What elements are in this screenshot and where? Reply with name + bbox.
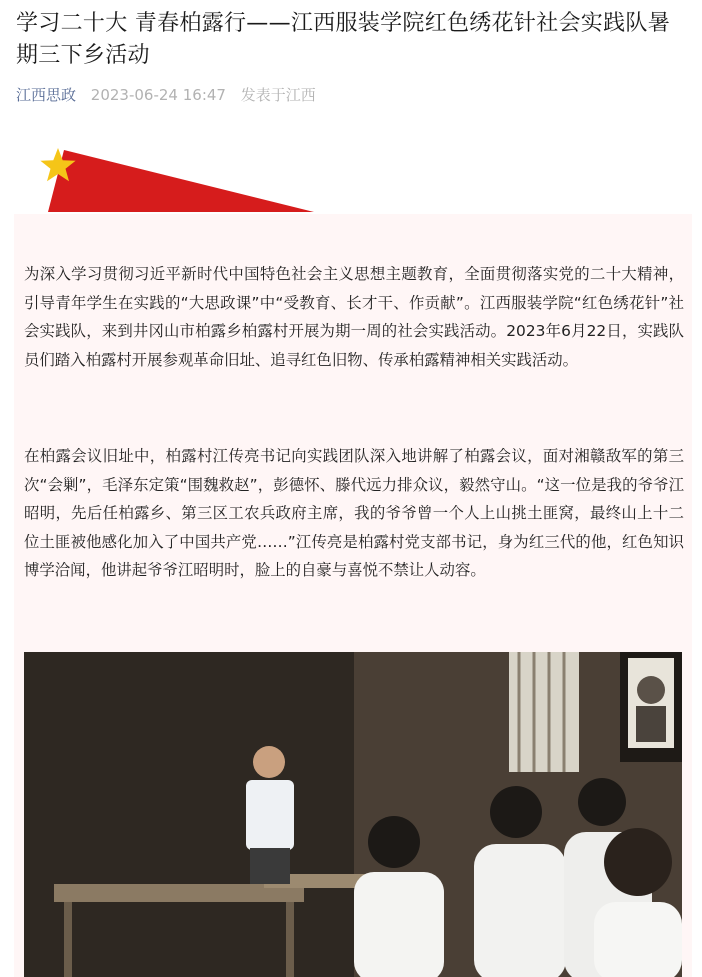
- student-head: [604, 828, 672, 896]
- student-head: [490, 786, 542, 838]
- wood-wall: [24, 652, 354, 977]
- student-head: [578, 778, 626, 826]
- speaker-trousers: [250, 848, 290, 884]
- speaker-head: [253, 746, 285, 778]
- article-title: 学习二十大 青春柏露行——江西服装学院红色绣花针社会实践队暑期三下乡活动: [16, 11, 670, 68]
- author-link[interactable]: 江西思政: [16, 86, 77, 104]
- student-shirt: [474, 844, 566, 977]
- portrait-face: [637, 676, 665, 704]
- photo-illustration: [24, 652, 682, 977]
- student-shirt: [594, 902, 682, 977]
- student-shirt: [354, 872, 444, 977]
- article-meta: [16, 84, 316, 106]
- publish-location: 发表于江西: [240, 86, 316, 104]
- speaker-shirt: [246, 780, 294, 850]
- table-leg: [64, 902, 72, 977]
- red-flag-graphic: [14, 140, 692, 216]
- paragraph-intro: 为深入学习贯彻习近平新时代中国特色社会主义思想主题教育，全面贯彻落实党的二十大精神，引导青年学生在实践的“大思政课”中“受教育、长才干、作贡献”。江西服装学院“红色绣花针”社会实践队，来到井冈山市柏露乡柏露村开展为期一周的社会实践活动。2023年6月22日，实践队员们踏入柏露村开展参观革命旧址、追寻红色旧物、传承柏露精神相关实践活动。: [24, 265, 684, 369]
- flag-ribbon: [48, 150, 314, 212]
- table-leg: [286, 902, 294, 977]
- article-content: [14, 214, 692, 977]
- red-flag-banner: [14, 140, 692, 216]
- article-photo[interactable]: [24, 652, 682, 977]
- paragraph-meeting-site: 在柏露会议旧址中，柏露村江传亮书记向实践团队深入地讲解了柏露会议，面对湘赣敌军的第三次“会剿”，毛泽东定策“围魏救赵”，彭德怀、滕代远力排众议，毅然守山。“这一位是我的爷爷江昭明，先后任柏露乡、第三区工农兵政府主席，我的爷爷曾一个人上山挑土匪窝，最终山上十二位土匪被他感化加入了中国共产党……”江传亮是柏露村党支部书记，身为红三代的他，红色知识博学洽闻，他讲起爷爷江昭明时，脸上的自豪与喜悦不禁让人动容。: [24, 447, 684, 580]
- publish-time: 2023-06-24 16:47: [90, 86, 226, 104]
- student-head: [368, 816, 420, 868]
- portrait-body: [636, 706, 666, 742]
